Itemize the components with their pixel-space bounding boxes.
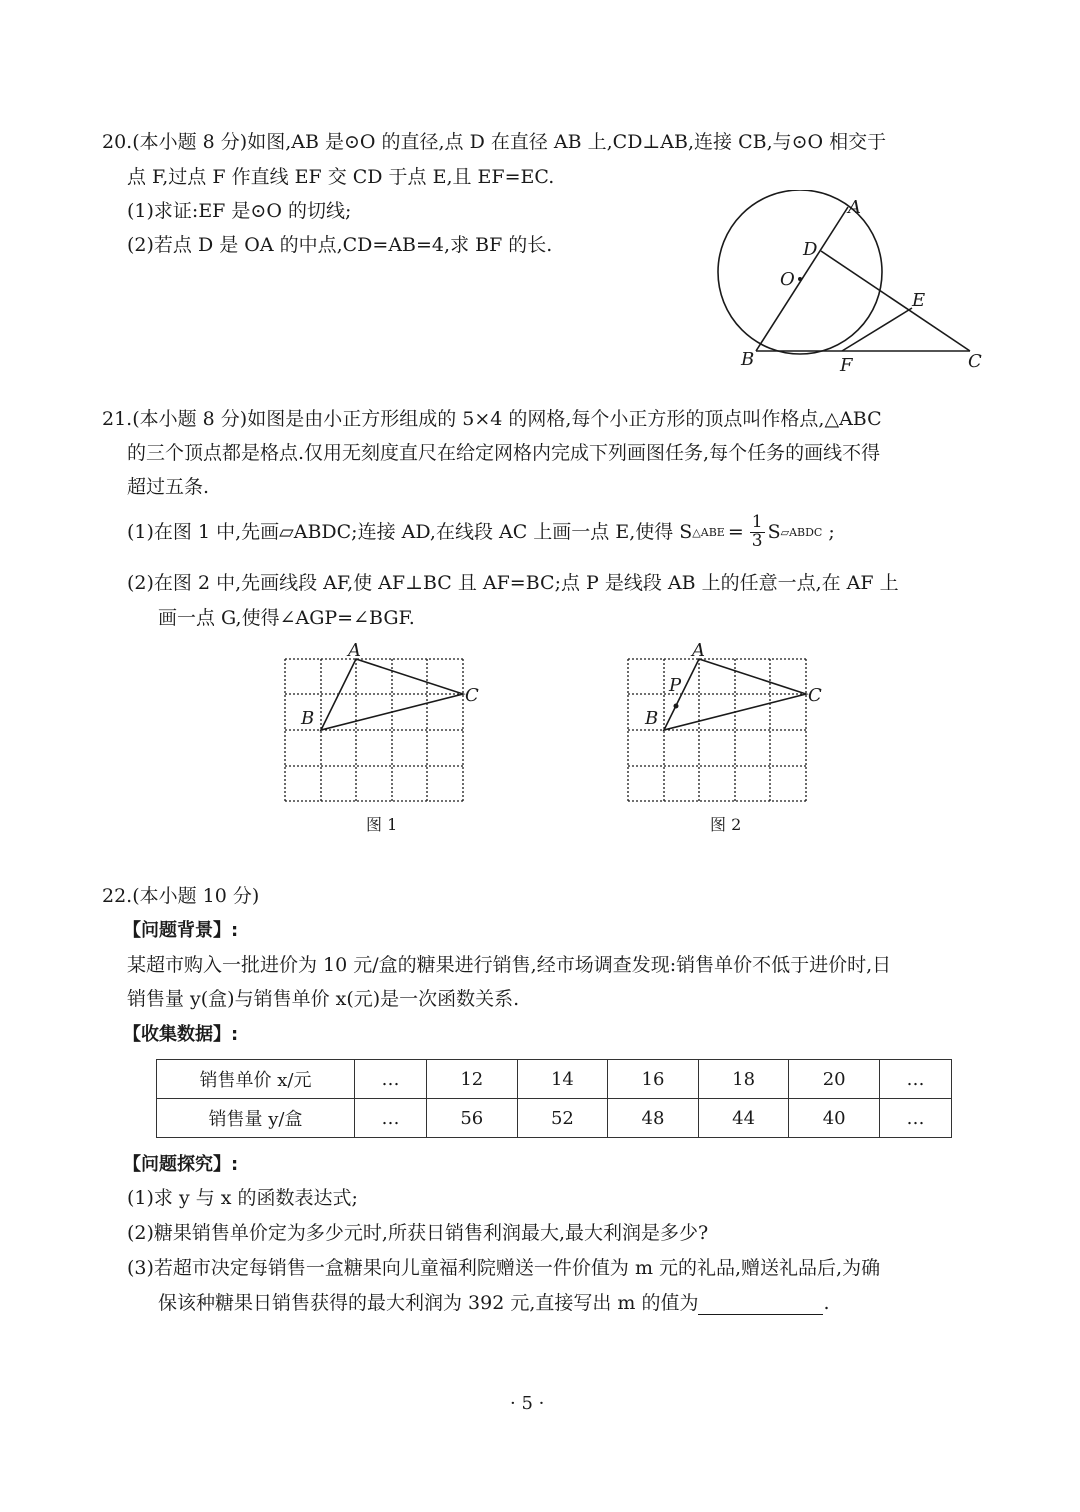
q22-background-line-2: 销售量 y(盒)与销售单价 x(元)是一次函数关系. (127, 988, 520, 1010)
grid1-label-c: C (465, 685, 479, 706)
grid2-label-c: C (808, 685, 822, 706)
fraction-numerator: 1 (751, 512, 763, 532)
q22-part-3-line-2 (158, 1292, 830, 1315)
q22-background-heading: 【问题背景】: (123, 920, 239, 941)
q22-part3-text: 保该种糖果日销售获得的最大利润为 392 元,直接写出 m 的值为 (158, 1292, 699, 1314)
table-cell: 12 (427, 1060, 518, 1099)
q22-part-3-line-1: (3)若超市决定每销售一盒糖果向儿童福利院赠送一件价值为 m 元的礼品,赠送礼品后,为确 (127, 1257, 881, 1279)
grid-lines-1 (285, 659, 463, 801)
table-cell: 16 (608, 1060, 699, 1099)
grid-figure-2 (622, 640, 832, 810)
q20-line-2: 点 F,过点 F 作直线 EF 交 CD 于点 E,且 EF=EC. (127, 166, 555, 188)
label-f: F (840, 355, 853, 376)
grid2-label-p: P (669, 675, 682, 696)
grid1-label-b: B (301, 708, 315, 729)
q22-title: 22.(本小题 10 分) (102, 885, 260, 907)
q20-part-2: (2)若点 D 是 OA 的中点,CD=AB=4,求 BF 的长. (127, 234, 553, 256)
center-o-dot (798, 277, 802, 281)
q22-data-heading: 【收集数据】: (123, 1024, 239, 1045)
label-c: C (968, 351, 982, 372)
fraction-denominator: 3 (751, 530, 763, 551)
q21-area-sub-abe: △ABE (692, 525, 725, 539)
q22-part3-end: . (823, 1292, 830, 1314)
table-cell: … (355, 1099, 427, 1138)
grid-lines-2 (628, 659, 806, 801)
q21-area-sub-abdc: ▱ABDC (780, 525, 823, 539)
fig1-caption: 图 1 (366, 815, 398, 834)
q22-explore-heading: 【问题探究】: (123, 1154, 239, 1175)
table-cell: … (355, 1060, 427, 1099)
table-row-header: 销售量 y/盒 (157, 1099, 355, 1138)
q21-line-2: 的三个顶点都是格点.仅用无刻度直尺在给定网格内完成下列画图任务,每个任务的画线不得 (127, 442, 881, 464)
table-cell: 52 (517, 1099, 608, 1138)
page-number: · 5 · (510, 1393, 545, 1414)
q20-circle-figure (700, 190, 1000, 380)
table-row (157, 1099, 952, 1138)
q21-equals: = (727, 520, 744, 543)
q21-part1-text: (1)在图 1 中,先画▱ABDC;连接 AD,在线段 AC 上画一点 E,使得 S (127, 520, 693, 543)
segment-dc (821, 251, 970, 351)
q22-part-2: (2)糖果销售单价定为多少元时,所获日销售利润最大,最大利润是多少? (127, 1222, 709, 1244)
table-row (157, 1060, 952, 1099)
label-d: D (803, 239, 818, 260)
segment-fe (842, 308, 912, 351)
label-e: E (912, 290, 926, 311)
label-o: O (780, 269, 795, 290)
answer-blank[interactable] (698, 1294, 823, 1315)
table-row-header: 销售单价 x/元 (157, 1060, 355, 1099)
q20-line-1: 20.(本小题 8 分)如图,AB 是⊙O 的直径,点 D 在直径 AB 上,CD⊥AB,连接 CB,与⊙O 相交于 (102, 131, 887, 153)
q21-part-2-line-1: (2)在图 2 中,先画线段 AF,使 AF⊥BC 且 AF=BC;点 P 是线段 AB 上的任意一点,在 AF 上 (127, 572, 899, 594)
q21-line-3: 超过五条. (127, 476, 210, 498)
q22-background-line-1: 某超市购入一批进价为 10 元/盒的糖果进行销售,经市场调查发现:销售单价不低于进价时,日 (127, 954, 892, 976)
q21-area-s: S (767, 520, 781, 543)
q22-part-1: (1)求 y 与 x 的函数表达式; (127, 1187, 358, 1209)
table-cell: 20 (789, 1060, 880, 1099)
grid2-label-a: A (692, 640, 705, 661)
data-table (156, 1059, 952, 1138)
q21-part-1 (127, 514, 835, 551)
q21-fraction (750, 514, 765, 551)
point-p-dot (674, 704, 679, 709)
q21-line-1: 21.(本小题 8 分)如图是由小正方形组成的 5×4 的网格,每个小正方形的顶点叫作格点,△ABC (102, 408, 882, 430)
table-cell: … (879, 1060, 951, 1099)
table-cell: … (879, 1099, 951, 1138)
grid-figure-1 (280, 640, 490, 810)
table-cell: 40 (789, 1099, 880, 1138)
table-cell: 48 (608, 1099, 699, 1138)
table-cell: 44 (698, 1099, 789, 1138)
table-cell: 14 (517, 1060, 608, 1099)
label-a: A (848, 197, 861, 218)
grid1-label-a: A (348, 640, 361, 661)
table-cell: 56 (427, 1099, 518, 1138)
label-b: B (741, 349, 755, 370)
table-cell: 18 (698, 1060, 789, 1099)
q21-part1-end: ; (828, 520, 835, 543)
q21-part-2-line-2: 画一点 G,使得∠AGP=∠BGF. (158, 607, 415, 629)
q20-part-1: (1)求证:EF 是⊙O 的切线; (127, 200, 352, 222)
grid2-label-b: B (645, 708, 659, 729)
fig2-caption: 图 2 (710, 815, 742, 834)
